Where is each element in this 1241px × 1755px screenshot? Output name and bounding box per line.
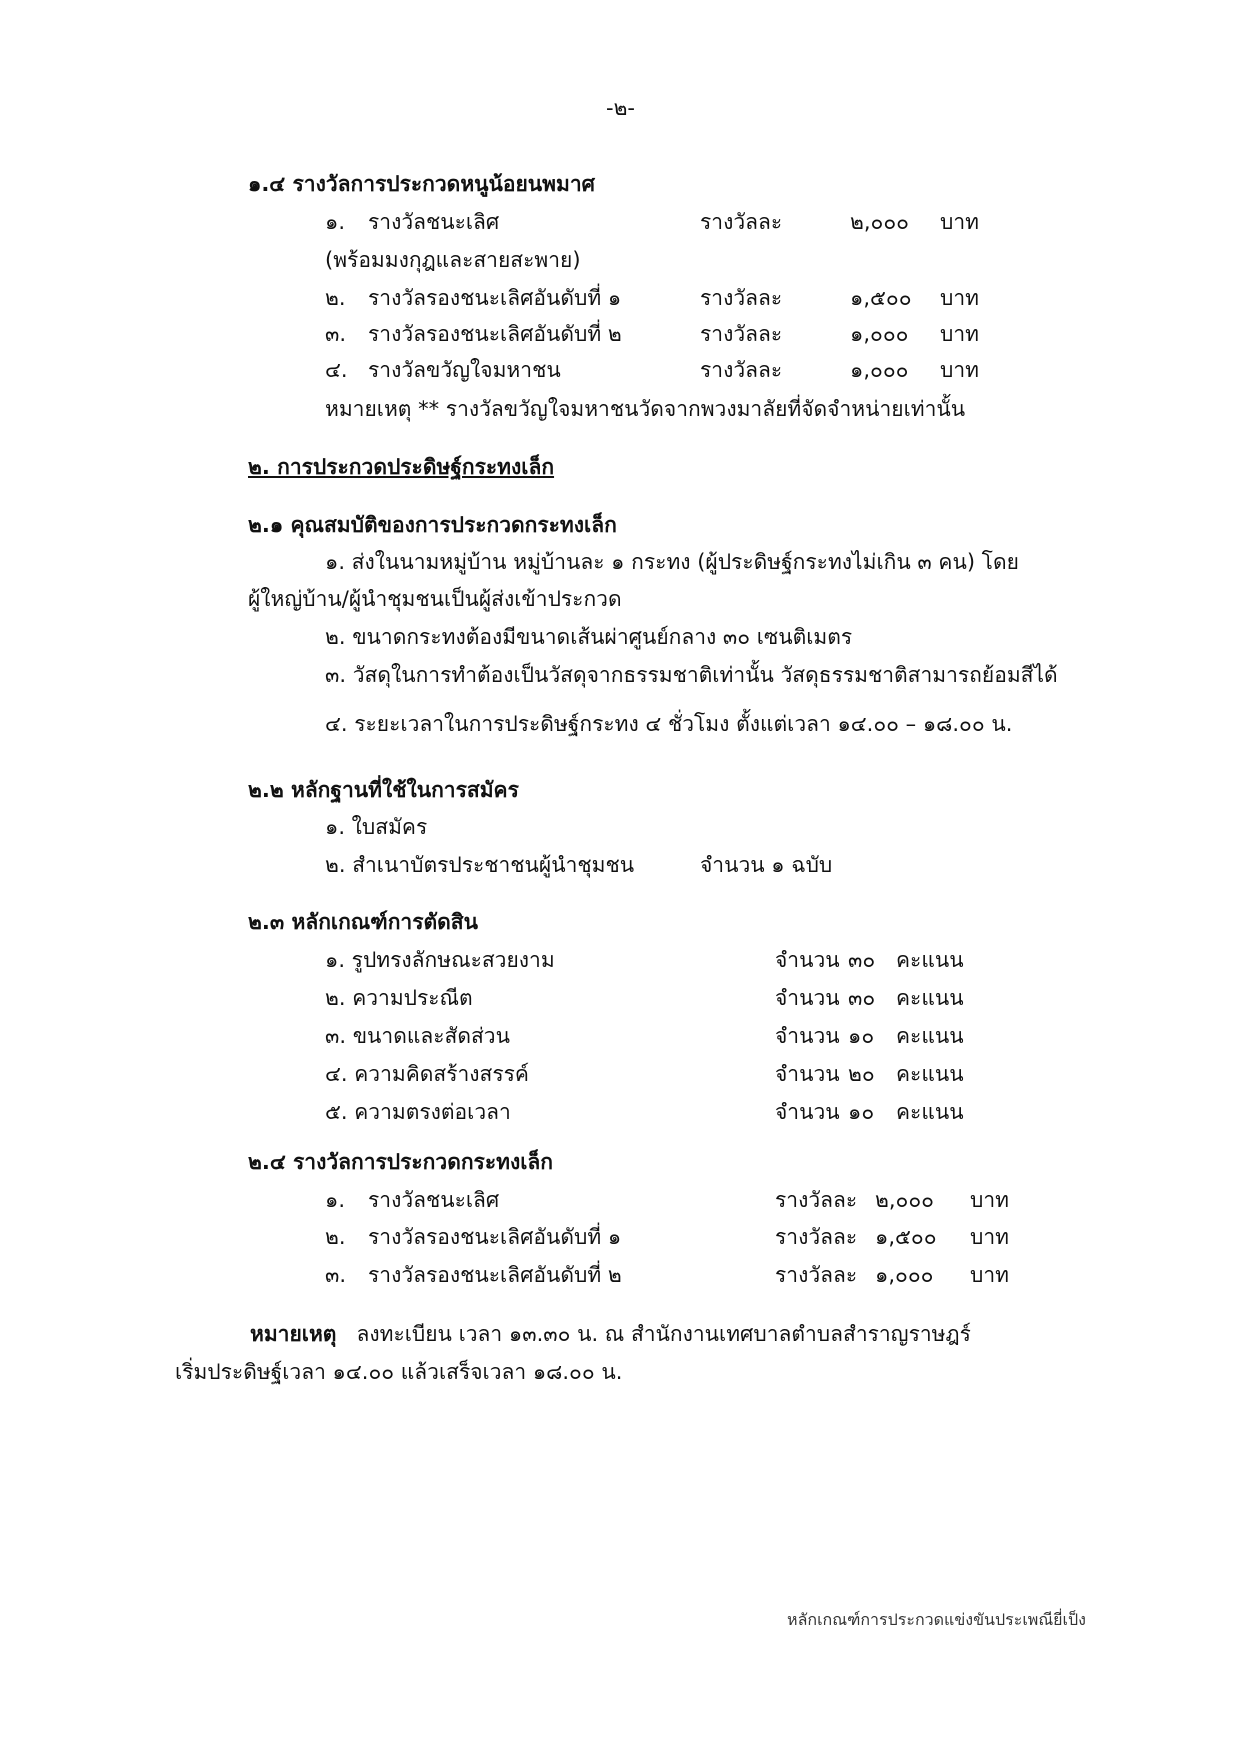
s24-row-per: รางวัลละ xyxy=(775,1188,858,1212)
s23-row-score: ๑๐ xyxy=(848,1024,875,1048)
s24-row-per: รางวัลละ xyxy=(775,1263,858,1287)
s14-row-per: รางวัลละ xyxy=(700,358,783,382)
s14-row-no: ๑. xyxy=(325,210,346,234)
s24-row-no: ๓. xyxy=(325,1263,347,1287)
s23-row-label: จำนวน xyxy=(775,1024,840,1048)
page-number: -๒- xyxy=(606,96,635,120)
s23-row-score: ๓๐ xyxy=(848,948,876,972)
s23-row-score: ๓๐ xyxy=(848,986,876,1010)
s14-row-name: รางวัลรองชนะเลิศอันดับที่ ๑ xyxy=(368,286,622,310)
s23-row-name: ๕. ความตรงต่อเวลา xyxy=(325,1100,511,1124)
s23-row-label: จำนวน xyxy=(775,1100,840,1124)
s22-item2-qty: จำนวน ๑ ฉบับ xyxy=(700,853,833,877)
s14-row-amount: ๒,๐๐๐ xyxy=(850,210,909,234)
s24-row-unit: บาท xyxy=(970,1188,1009,1212)
s24-row-name: รางวัลรองชนะเลิศอันดับที่ ๑ xyxy=(368,1225,622,1249)
s24-row-name: รางวัลรองชนะเลิศอันดับที่ ๒ xyxy=(368,1263,622,1287)
s14-row-name: รางวัลรองชนะเลิศอันดับที่ ๒ xyxy=(368,322,622,346)
final-note-line2: เริ่มประดิษฐ์เวลา ๑๔.๐๐ แล้วเสร็จเวลา ๑๘.๐๐ น. xyxy=(175,1360,623,1384)
s24-row-per: รางวัลละ xyxy=(775,1225,858,1249)
s23-row-label: จำนวน xyxy=(775,948,840,972)
s21-item2: ๒. ขนาดกระทงต้องมีขนาดเส้นผ่าศูนย์กลาง ๓๐ เซนติเมตร xyxy=(325,625,853,649)
s14-row-amount: ๑,๕๐๐ xyxy=(850,286,912,310)
s23-row-label: จำนวน xyxy=(775,1062,840,1086)
s23-row-unit: คะแนน xyxy=(896,986,964,1010)
s23-row-name: ๔. ความคิดสร้างสรรค์ xyxy=(325,1062,529,1086)
s24-row-no: ๑. xyxy=(325,1188,346,1212)
s23-row-unit: คะแนน xyxy=(896,948,964,972)
s24-row-unit: บาท xyxy=(970,1225,1009,1249)
s14-remark: หมายเหตุ ** รางวัลขวัญใจมหาชนวัดจากพวงมาลัยที่จัดจำหน่ายเท่านั้น xyxy=(325,397,966,421)
s23-row-name: ๑. รูปทรงลักษณะสวยงาม xyxy=(325,948,555,972)
s14-row-per: รางวัลละ xyxy=(700,210,783,234)
s23-row-name: ๓. ขนาดและสัดส่วน xyxy=(325,1024,510,1048)
s14-row-unit: บาท xyxy=(940,322,979,346)
s14-row-unit: บาท xyxy=(940,286,979,310)
section-2-title: ๒. การประกวดประดิษฐ์กระทงเล็ก xyxy=(248,455,555,479)
s14-row-unit: บาท xyxy=(940,358,979,382)
footer-text: หลักเกณฑ์การประกวดแข่งขันประเพณียี่เป็ง xyxy=(787,1610,1086,1629)
s24-row-amount: ๑,๕๐๐ xyxy=(875,1225,937,1249)
section-2-2-title: ๒.๒ หลักฐานที่ใช้ในการสมัคร xyxy=(248,778,519,802)
s14-row-no: ๓. xyxy=(325,322,347,346)
s21-item4: ๔. ระยะเวลาในการประดิษฐ์กระทง ๔ ชั่วโมง ตั้งแต่เวลา ๑๔.๐๐ – ๑๘.๐๐ น. xyxy=(325,712,1013,736)
s14-row-unit: บาท xyxy=(940,210,979,234)
final-note-text: ลงทะเบียน เวลา ๑๓.๓๐ น. ณ สำนักงานเทศบาลตำบลสำราญราษฎร์ xyxy=(356,1322,971,1346)
s14-row-per: รางวัลละ xyxy=(700,322,783,346)
section-1-4-title: ๑.๔ รางวัลการประกวดหนูน้อยนพมาศ xyxy=(248,172,595,196)
s23-row-unit: คะแนน xyxy=(896,1062,964,1086)
s22-item1: ๑. ใบสมัคร xyxy=(325,815,428,839)
section-2-1-title: ๒.๑ คุณสมบัติของการประกวดกระทงเล็ก xyxy=(248,513,617,537)
s21-item3: ๓. วัสดุในการทำต้องเป็นวัสดุจากธรรมชาติเท่านั้น วัสดุธรรมชาติสามารถย้อมสีได้ xyxy=(325,663,1058,687)
final-note-label: หมายเหตุ xyxy=(250,1322,337,1346)
s14-row-amount: ๑,๐๐๐ xyxy=(850,358,909,382)
s24-row-amount: ๑,๐๐๐ xyxy=(875,1263,934,1287)
s23-row-label: จำนวน xyxy=(775,986,840,1010)
s23-row-unit: คะแนน xyxy=(896,1100,964,1124)
final-note-line1 xyxy=(250,1322,971,1347)
s14-row-name: รางวัลขวัญใจมหาชน xyxy=(368,358,561,382)
s14-row-name: รางวัลชนะเลิศ xyxy=(368,210,500,234)
s23-row-name: ๒. ความประณีต xyxy=(325,986,473,1010)
s24-row-unit: บาท xyxy=(970,1263,1009,1287)
s14-row-amount: ๑,๐๐๐ xyxy=(850,322,909,346)
s14-row-no: ๔. xyxy=(325,358,348,382)
s23-row-unit: คะแนน xyxy=(896,1024,964,1048)
s14-row-no: ๒. xyxy=(325,286,346,310)
s22-item2: ๒. สำเนาบัตรประชาชนผู้นำชุมชน xyxy=(325,853,635,877)
s14-row-per: รางวัลละ xyxy=(700,286,783,310)
s21-item1-line1: ๑. ส่งในนามหมู่บ้าน หมู่บ้านละ ๑ กระทง (ผู้ประดิษฐ์กระทงไม่เกิน ๓ คน) โดย xyxy=(325,550,1019,574)
section-2-3-title: ๒.๓ หลักเกณฑ์การตัดสิน xyxy=(248,910,478,934)
s14-crown-note: (พร้อมมงกุฎและสายสะพาย) xyxy=(325,248,581,272)
s24-row-no: ๒. xyxy=(325,1225,346,1249)
s24-row-name: รางวัลชนะเลิศ xyxy=(368,1188,500,1212)
s21-item1-line2: ผู้ใหญ่บ้าน/ผู้นำชุมชนเป็นผู้ส่งเข้าประกวด xyxy=(248,587,622,611)
section-2-4-title: ๒.๔ รางวัลการประกวดกระทงเล็ก xyxy=(248,1150,553,1174)
s23-row-score: ๒๐ xyxy=(848,1062,875,1086)
s24-row-amount: ๒,๐๐๐ xyxy=(875,1188,934,1212)
s23-row-score: ๑๐ xyxy=(848,1100,875,1124)
